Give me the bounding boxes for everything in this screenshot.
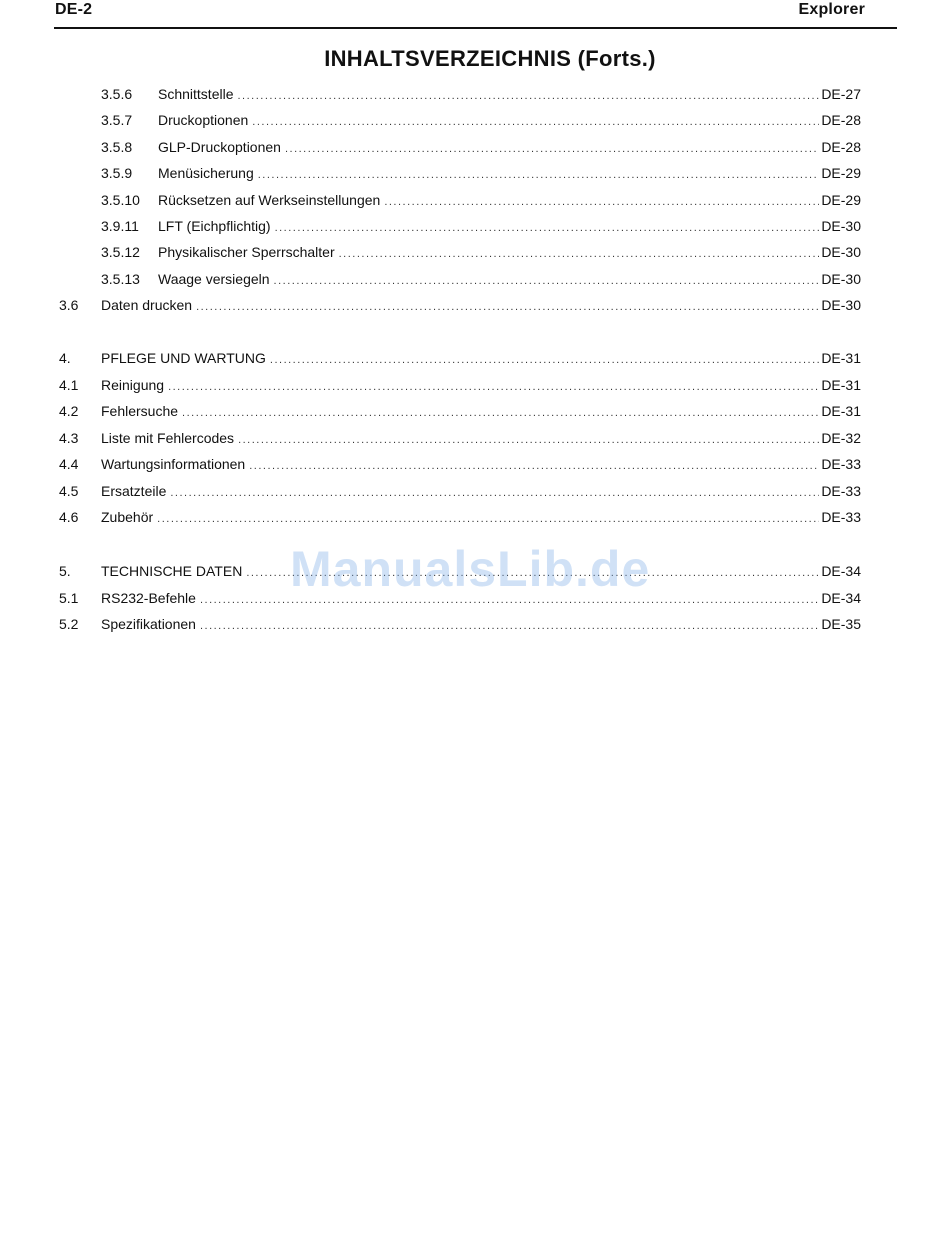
toc-entry-page: DE-30 (821, 271, 861, 287)
toc-entry-page: DE-27 (821, 86, 861, 102)
toc-entry-page: DE-33 (821, 483, 861, 499)
toc-entry-label: RS232-Befehle (101, 590, 196, 606)
toc-entry-number: 4. (59, 350, 71, 366)
page-number: DE-2 (55, 1, 93, 18)
toc-entry-page: DE-29 (821, 165, 861, 181)
toc-entry-number: 5.2 (59, 616, 79, 632)
toc-entry[interactable] (101, 110, 861, 130)
toc-entry-label: Menüsicherung (158, 165, 254, 181)
toc-entry[interactable] (59, 348, 861, 368)
toc-entry-label: Reinigung (101, 377, 165, 393)
toc-leader-dots (384, 192, 819, 212)
watermark: ManualsLib.de (290, 541, 651, 597)
page-title: INHALTSVERZEICHNIS (Forts.) (324, 46, 656, 71)
toc-entry-page: DE-32 (821, 430, 861, 446)
toc-entry-number: 3.5.9 (101, 165, 133, 181)
toc-entry-number: 3.5.8 (101, 139, 133, 155)
toc-leader-dots (182, 403, 819, 423)
toc-leader-dots (238, 430, 819, 450)
toc-entry-page: DE-31 (821, 377, 861, 393)
toc-entry-number: 3.5.12 (101, 244, 140, 260)
toc-entry-label: Liste mit Fehlercodes (101, 430, 235, 446)
toc-entry-number: 3.5.7 (101, 112, 133, 128)
toc-entry[interactable] (59, 614, 861, 634)
toc-entry-number: 3.6 (59, 297, 79, 313)
toc-entry-label: LFT (Eichpflichtig) (158, 218, 271, 234)
toc-entry[interactable] (59, 481, 861, 501)
toc-entry-page: DE-35 (821, 616, 861, 632)
toc-entry-number: 4.4 (59, 456, 79, 472)
toc-entry-page: DE-29 (821, 192, 861, 208)
toc-leader-dots (249, 456, 819, 476)
toc-entry-page: DE-30 (821, 218, 861, 234)
toc-entry-label: Rücksetzen auf Werkseinstellungen (158, 192, 381, 208)
toc-leader-dots (258, 165, 820, 185)
toc-entry[interactable] (101, 190, 861, 210)
toc-entry-number: 5.1 (59, 590, 79, 606)
toc-entry[interactable] (101, 269, 861, 289)
toc-entry-page: DE-34 (821, 563, 861, 579)
toc-entry-label: Fehlersuche (101, 403, 179, 419)
toc-entry-page: DE-33 (821, 509, 861, 525)
toc-entry-label: Zubehör (101, 509, 154, 525)
toc-entry[interactable] (59, 428, 861, 448)
toc-leader-dots (252, 112, 819, 132)
toc-leader-dots (285, 139, 819, 159)
toc-leader-dots (274, 271, 820, 291)
toc-entry-page: DE-33 (821, 456, 861, 472)
toc-entry[interactable] (59, 401, 861, 421)
toc-entry-page: DE-28 (821, 139, 861, 155)
toc-entry-page: DE-34 (821, 590, 861, 606)
toc-entry-page: DE-30 (821, 244, 861, 260)
toc-entry-label: TECHNISCHE DATEN (101, 563, 243, 579)
toc-leader-dots (200, 590, 819, 610)
toc-entry[interactable] (59, 561, 861, 581)
toc-entry[interactable] (59, 295, 861, 315)
toc-entry-number: 5. (59, 563, 71, 579)
toc-entry[interactable] (101, 163, 861, 183)
toc-entry[interactable] (101, 216, 861, 236)
toc-entry-label: GLP-Druckoptionen (158, 139, 281, 155)
toc-entry[interactable] (59, 588, 861, 608)
toc-entry-number: 3.5.13 (101, 271, 140, 287)
toc-entry-page: DE-31 (821, 350, 861, 366)
toc-entry-number: 3.9.11 (101, 218, 139, 234)
toc-entry-label: Wartungsinformationen (101, 456, 246, 472)
toc-entry-page: DE-30 (821, 297, 861, 313)
toc-leader-dots (200, 616, 819, 636)
toc-entry-number: 3.5.6 (101, 86, 133, 102)
toc-entry-page: DE-31 (821, 403, 861, 419)
toc-entry-label: PFLEGE UND WARTUNG (101, 350, 266, 366)
toc-leader-dots (196, 297, 819, 317)
toc-entry[interactable] (59, 454, 861, 474)
toc-entry[interactable] (101, 242, 861, 262)
toc-leader-dots (270, 350, 819, 370)
toc-entry-label: Daten drucken (101, 297, 193, 313)
toc-entry-number: 4.6 (59, 509, 79, 525)
toc-entry[interactable] (59, 507, 861, 527)
toc-entry-number: 4.3 (59, 430, 79, 446)
toc-leader-dots (246, 563, 819, 583)
toc-entry-number: 3.5.10 (101, 192, 140, 208)
toc-entry-label: Waage versiegeln (158, 271, 270, 287)
toc-entry[interactable] (59, 375, 861, 395)
toc-leader-dots (157, 509, 819, 529)
toc-entry[interactable] (101, 137, 861, 157)
product-name: Explorer (798, 1, 865, 18)
toc-entry-label: Ersatzteile (101, 483, 167, 499)
toc-entry-label: Physikalischer Sperrschalter (158, 244, 335, 260)
toc-entry-number: 4.5 (59, 483, 79, 499)
toc-leader-dots (168, 377, 819, 397)
toc-entry-label: Schnittstelle (158, 86, 234, 102)
toc-leader-dots (170, 483, 819, 503)
toc-leader-dots (275, 218, 820, 238)
toc-leader-dots (339, 244, 820, 264)
toc-entry-label: Druckoptionen (158, 112, 249, 128)
toc-entry-page: DE-28 (821, 112, 861, 128)
toc-leader-dots (237, 86, 819, 106)
toc-entry-number: 4.1 (59, 377, 79, 393)
toc-entry[interactable] (101, 84, 861, 104)
toc-entry-number: 4.2 (59, 403, 79, 419)
toc-entry-label: Spezifikationen (101, 616, 196, 632)
